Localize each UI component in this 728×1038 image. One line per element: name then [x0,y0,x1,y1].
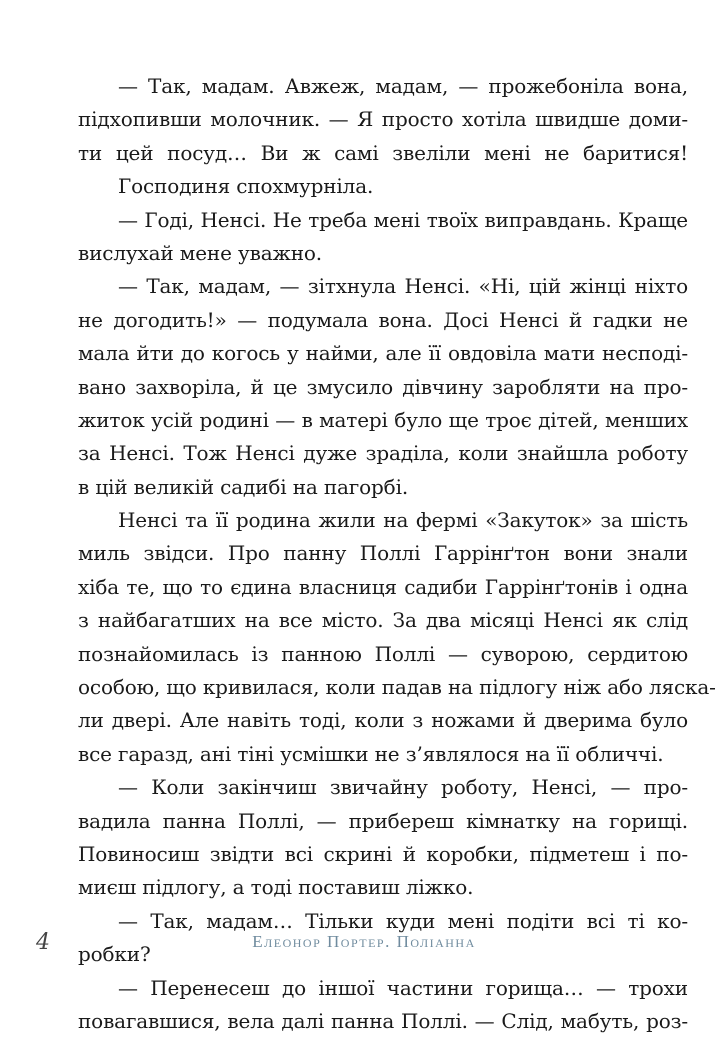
text-line: вадила панна Поллі, — прибереш кімнатку на горищі. [78,808,688,833]
text-line: — Так, мадам, — зітхнула Ненсі. «Ні, цій жінці ніхто [118,274,688,299]
text-line: ли двері. Але навіть тоді, коли з ножами й дверима було [78,708,688,733]
page-footer [0,930,728,960]
text-line: житок усій родині — в матері було ще троє дітей, менших [78,407,688,432]
text-line: підхопивши молочник. — Я просто хотіла швидше доми- [78,107,688,132]
text-line: — Так, мадам… Тільки куди мені подіти всі ті ко- [118,908,688,933]
text-line: все гаразд, ані тіні усмішки не з’являлося на її обличчі. [78,741,664,766]
running-title: Елеонор Портер. Поліанна [252,932,476,951]
text-line: вислухай мене уважно. [78,240,322,265]
text-line: миєш підлогу, а тоді поставиш ліжко. [78,875,474,900]
text-line: миль звідси. Про панну Поллі Гаррінґтон вони знали [78,541,688,566]
text-line: не догодить!» — подумала вона. Досі Ненсі й гадки не [78,307,688,332]
text-line: хіба те, що то єдина власниця садиби Гаррінґтонів і одна [78,574,688,599]
text-line: познайомилась із панною Поллі — суворою, сердитою [78,641,688,666]
text-line: Господиня спохмурніла. [118,174,374,199]
text-line: Повиносиш звідти всі скрині й коробки, підметеш і по- [78,841,688,866]
text-line: в цій великій садибі на пагорбі. [78,474,409,499]
text-line: — Коли закінчиш звичайну роботу, Ненсі, — про- [118,775,688,800]
text-line: особою, що кривилася, коли падав на підлогу ніж або ляска- [78,675,716,700]
text-line: мала йти до когось у найми, але її овдовіла мати несподі- [78,341,688,366]
page-number: 4 [36,930,50,955]
body-text [78,70,716,1038]
text-line: ти цей посуд… Ви ж самі звеліли мені не баритися! [78,140,688,165]
text-line: — Так, мадам. Авжеж, мадам, — прожебоніла вона, [118,74,688,98]
text-line: повагавшися, вела далі панна Поллі. — Слід, мабуть, роз- [78,1008,688,1033]
text-line: — Годі, Ненсі. Не треба мені твоїх виправдань. Краще [118,207,688,232]
text-line: вано захворіла, й це змусило дівчину заробляти на про- [78,374,688,399]
text-line: Ненсі та її родина жили на фермі «Закуток» за шість [118,508,688,533]
text-line: за Ненсі. Тож Ненсі дуже зраділа, коли знайшла роботу [78,441,688,466]
text-line: робки? [78,942,151,967]
text-line: — Перенесеш до іншої частини горища… — трохи [118,975,688,1000]
text-line: з найбагатших на все місто. За два місяці Ненсі як слід [78,608,688,633]
